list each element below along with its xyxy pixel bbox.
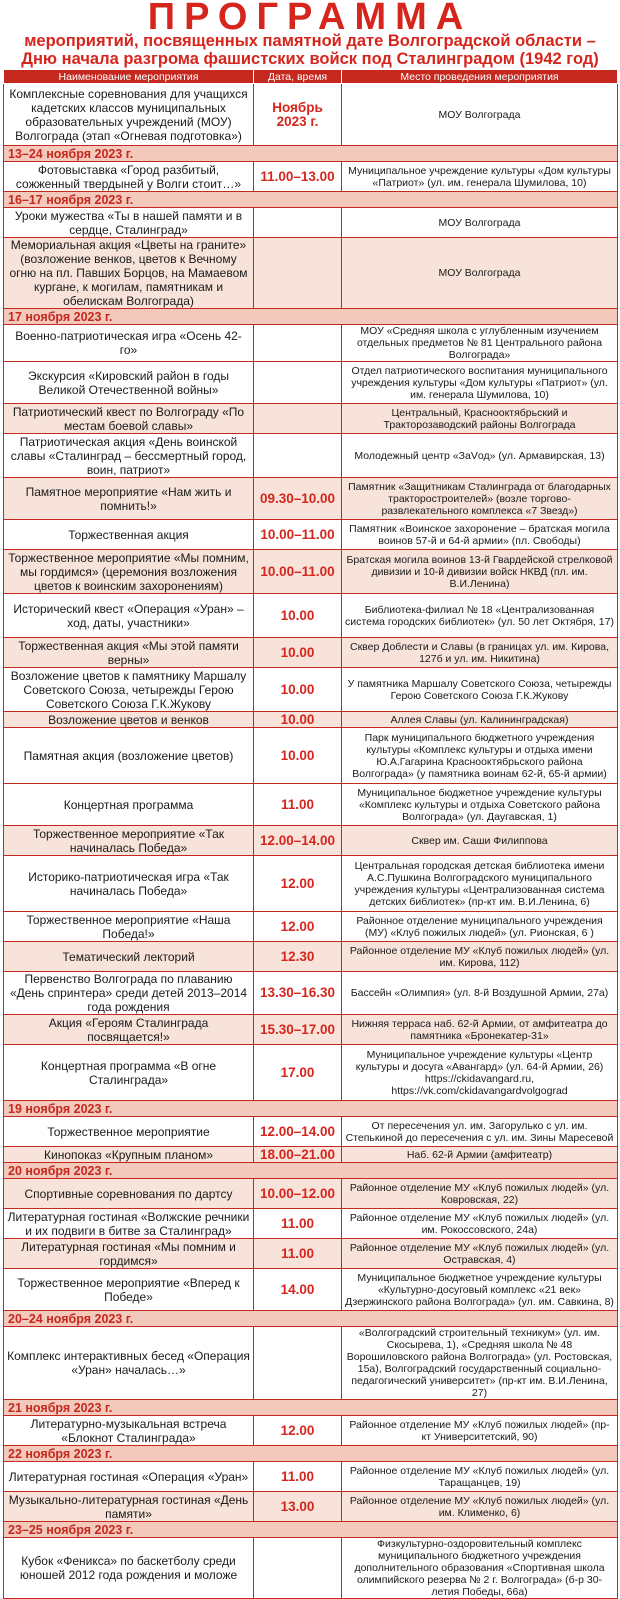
table-row: [4, 162, 618, 192]
event-name-cell: Исторический квест «Операция «Уран» – ход, даты, участники»: [4, 594, 254, 638]
event-time-cell: 12.00–14.00: [254, 1117, 342, 1147]
event-place-cell: Нижняя терраса наб. 62-й Армии, от амфитеатра до памятника «Бронекатер-31»: [342, 1015, 618, 1045]
event-place-cell: Сквер им. Саши Филиппова: [342, 826, 618, 856]
event-time-cell: 11.00: [254, 1209, 342, 1239]
event-place-cell: Районное отделение МУ «Клуб пожилых людей» (ул. им. Кирова, 112): [342, 942, 618, 972]
date-section-row: [4, 1446, 618, 1462]
event-time-cell: 11.00: [254, 1239, 342, 1269]
table-row: [4, 1117, 618, 1147]
event-place-cell: Физкультурно-оздоровительный комплекс муниципального бюджетного учреждения дополнительного образования «Спортивная школа олимпийского резерва № 2 г. Волгограда» (б-р 30-летия Победы, 66а): [342, 1538, 618, 1599]
event-place-cell: МОУ Волгограда: [342, 84, 618, 146]
table-row: [4, 208, 618, 238]
event-time-cell: [254, 362, 342, 404]
event-time-cell: Ноябрь 2023 г.: [254, 84, 342, 146]
event-place-cell: МОУ Волгограда: [342, 238, 618, 309]
event-name-cell: Музыкально-литературная гостиная «День памяти»: [4, 1492, 254, 1522]
event-time-cell: [254, 325, 342, 362]
event-name-cell: Концертная программа «В огне Сталинграда»: [4, 1045, 254, 1101]
table-row: [4, 478, 618, 520]
date-section-label: 17 ноября 2023 г.: [4, 309, 618, 325]
date-section-row: [4, 146, 618, 162]
table-row: [4, 1239, 618, 1269]
date-section-label: 20–24 ноября 2023 г.: [4, 1311, 618, 1327]
table-row: [4, 826, 618, 856]
event-time-cell: 12.00–14.00: [254, 826, 342, 856]
table-row: [4, 238, 618, 309]
event-name-cell: Военно-патриотическая игра «Осень 42-го»: [4, 325, 254, 362]
event-place-cell: Библиотека-филиал № 18 «Централизованная система городских библиотек» (ул. 50 лет Октября, 17): [342, 594, 618, 638]
event-place-cell: Центральная городская детская библиотека имени А.С.Пушкина Волгоградского муниципального учреждения культуры «Централизованная система детских библиотек» (пр-кт им. В.И.Ленина, 6): [342, 856, 618, 912]
date-section-row: [4, 1522, 618, 1538]
date-section-row: [4, 1163, 618, 1179]
event-place-cell: Муниципальное учреждение культуры «Дом культуры «Патриот» (ул. им. генерала Шумилова, 10): [342, 162, 618, 192]
event-name-cell: Спортивные соревнования по дартсу: [4, 1179, 254, 1209]
event-name-cell: Экскурсия «Кировский район в годы Великой Отечественной войны»: [4, 362, 254, 404]
table-row: [4, 594, 618, 638]
event-name-cell: Комплекс интерактивных бесед «Операция «Уран» началась…»: [4, 1327, 254, 1400]
event-time-cell: 10.00: [254, 712, 342, 728]
event-name-cell: Историко-патриотическая игра «Так начиналась Победа»: [4, 856, 254, 912]
table-row: [4, 404, 618, 434]
date-section-row: [4, 192, 618, 208]
event-place-cell: МОУ «Средняя школа с углубленным изучением отдельных предметов № 81 Центрального района Волгограда»: [342, 325, 618, 362]
table-row: [4, 1179, 618, 1209]
event-time-cell: 12.00: [254, 856, 342, 912]
event-time-cell: 10.00: [254, 594, 342, 638]
event-place-cell: Аллея Славы (ул. Калининградская): [342, 712, 618, 728]
event-time-cell: [254, 434, 342, 478]
event-place-cell: Отдел патриотического воспитания муниципального учреждения культуры «Дом культуры «Патриот» (ул. им. генерала Шумилова, 10): [342, 362, 618, 404]
event-name-cell: Возложение цветов и венков: [4, 712, 254, 728]
event-time-cell: 12.30: [254, 942, 342, 972]
event-name-cell: Торжественное мероприятие «Наша Победа!»: [4, 912, 254, 942]
subtitle-line-1: мероприятий, посвященных памятной дате Волгоградской области –: [24, 32, 596, 50]
event-place-cell: МОУ Волгограда: [342, 208, 618, 238]
table-row: [4, 1209, 618, 1239]
date-section-label: 20 ноября 2023 г.: [4, 1163, 618, 1179]
event-place-cell: Братская могила воинов 13-й Гвардейской стрелковой дивизии и 10-й дивизии войск НКВД (пл. им. В.И.Ленина): [342, 550, 618, 594]
event-time-cell: [254, 238, 342, 309]
table-row: [4, 1538, 618, 1599]
date-section-label: 23–25 ноября 2023 г.: [4, 1522, 618, 1538]
table-body: [4, 84, 618, 1599]
date-section-row: [4, 1400, 618, 1416]
event-place-cell: «Волгоградский строительный техникум» (ул. им. Скосырева, 1), «Средняя школа № 48 Ворошиловского района Волгограда» (ул. Ростовская, 15а), Волгоградский государственный социально-педагогический университет» (пр-кт им. В.И.Ленина, 27): [342, 1327, 618, 1400]
event-place-cell: Районное отделение муниципального учреждения (МУ) «Клуб пожилых людей» (ул. Рионская, 6 ): [342, 912, 618, 942]
table-row: [4, 942, 618, 972]
event-name-cell: Литературная гостиная «Операция «Уран»: [4, 1462, 254, 1492]
event-name-cell: Кинопоказ «Крупным планом»: [4, 1147, 254, 1163]
event-place-cell: Муниципальное бюджетное учреждение культуры «Культурно-досуговый комплекс «21 век» Дзержинского района Волгограда» (ул. им. Савкина, 8): [342, 1269, 618, 1311]
event-time-cell: [254, 208, 342, 238]
table-row: [4, 84, 618, 146]
event-time-cell: [254, 404, 342, 434]
table-row: [4, 784, 618, 826]
date-section-row: [4, 1101, 618, 1117]
event-place-cell: Центральный, Краснооктябрьский и Тракторозаводский районы Волгограда: [342, 404, 618, 434]
date-section-label: 22 ноября 2023 г.: [4, 1446, 618, 1462]
table-row: [4, 668, 618, 712]
date-section-label: 21 ноября 2023 г.: [4, 1400, 618, 1416]
table-header-row: [4, 70, 618, 84]
event-place-cell: Районное отделение МУ «Клуб пожилых людей» (ул. Таращанцев, 19): [342, 1462, 618, 1492]
event-place-cell: Районное отделение МУ «Клуб пожилых людей» (ул. им. Рокоссовского, 24а): [342, 1209, 618, 1239]
event-time-cell: 10.00: [254, 668, 342, 712]
event-time-cell: 11.00: [254, 784, 342, 826]
event-place-cell: Молодежный центр «ЗаVод» (ул. Армавирская, 13): [342, 434, 618, 478]
event-name-cell: Торжественное мероприятие: [4, 1117, 254, 1147]
subtitle-line-2: Дню начала разгрома фашистских войск под Сталинградом (1942 год): [21, 50, 599, 68]
column-header-name: Наименование мероприятия: [4, 70, 254, 84]
event-place-cell: Наб. 62-й Армии (амфитеатр): [342, 1147, 618, 1163]
event-place-cell: Памятник «Защитникам Сталинграда от благодарных тракторостроителей» (возле торгово-развлекательного комплекса «7 Звезд»): [342, 478, 618, 520]
event-name-cell: Фотовыставка «Город разбитый, сожженный твердыней у Волги стоит…»: [4, 162, 254, 192]
event-place-cell: Сквер Доблести и Славы (в границах ул. им. Кирова, 127б и ул. им. Никитина): [342, 638, 618, 668]
event-name-cell: Торжественное мероприятие «Вперед к Победе»: [4, 1269, 254, 1311]
date-section-row: [4, 1311, 618, 1327]
event-name-cell: Комплексные соревнования для учащихся кадетских классов муниципальных образовательных учреждений (МОУ) Волгограда (этап «Огневая подготовка»): [4, 84, 254, 146]
table-row: [4, 1045, 618, 1101]
page-title: ПРОГРАММА: [147, 0, 473, 38]
table-row: [4, 1492, 618, 1522]
table-row: [4, 972, 618, 1015]
table-row: [4, 1327, 618, 1400]
event-time-cell: 13.30–16.30: [254, 972, 342, 1015]
event-name-cell: Патриотическая акция «День воинской славы «Сталинград – бессмертный город, воин, патриот»: [4, 434, 254, 478]
event-time-cell: 10.00: [254, 638, 342, 668]
event-time-cell: 11.00–13.00: [254, 162, 342, 192]
column-header-time: Дата, время: [254, 70, 342, 84]
event-name-cell: Первенство Волгограда по плаванию «День спринтера» среди детей 2013–2014 года рождения: [4, 972, 254, 1015]
event-name-cell: Кубок «Феникса» по баскетболу среди юношей 2012 года рождения и моложе: [4, 1538, 254, 1599]
event-place-cell: Муниципальное учреждение культуры «Центр культуры и досуга «Авангард» (ул. 64-й Армии, 26) https://ckidavangard.ru, https://vk.com/ckidavangardvolgograd: [342, 1045, 618, 1101]
event-name-cell: Торжественная акция «Мы этой памяти верны»: [4, 638, 254, 668]
event-place-cell: Районное отделение МУ «Клуб пожилых людей» (ул. Остравская, 4): [342, 1239, 618, 1269]
table-row: [4, 712, 618, 728]
event-time-cell: 10.00–11.00: [254, 550, 342, 594]
table-row: [4, 434, 618, 478]
table-row: [4, 912, 618, 942]
event-place-cell: Районное отделение МУ «Клуб пожилых людей» (ул. Ковровская, 22): [342, 1179, 618, 1209]
event-time-cell: 10.00–11.00: [254, 520, 342, 550]
date-section-label: 16–17 ноября 2023 г.: [4, 192, 618, 208]
event-name-cell: Литературная гостиная «Волжские речники и их подвиги в битве за Сталинград»: [4, 1209, 254, 1239]
column-header-place: Место проведения мероприятия: [342, 70, 618, 84]
event-name-cell: Торжественное мероприятие «Мы помним, мы гордимся» (церемония возложения цветов к воинским захоронениям): [4, 550, 254, 594]
event-name-cell: Возложение цветов к памятнику Маршалу Советского Союза, четырежды Герою Советского Союза Г.К.Жукову: [4, 668, 254, 712]
event-time-cell: 12.00: [254, 1416, 342, 1446]
event-name-cell: Тематический лекторий: [4, 942, 254, 972]
table-row: [4, 1269, 618, 1311]
date-section-label: 13–24 ноября 2023 г.: [4, 146, 618, 162]
event-name-cell: Памятное мероприятие «Нам жить и помнить!»: [4, 478, 254, 520]
event-time-cell: 12.00: [254, 912, 342, 942]
event-name-cell: Литературная гостиная «Мы помним и гордимся»: [4, 1239, 254, 1269]
table-row: [4, 1147, 618, 1163]
event-place-cell: Районное отделение МУ «Клуб пожилых людей» (ул. им. Клименко, 6): [342, 1492, 618, 1522]
table-row: [4, 638, 618, 668]
table-row: [4, 1462, 618, 1492]
table-row: [4, 856, 618, 912]
event-time-cell: 18.00–21.00: [254, 1147, 342, 1163]
program-table: [3, 69, 618, 1599]
table-row: [4, 520, 618, 550]
table-row: [4, 325, 618, 362]
event-name-cell: Памятная акция (возложение цветов): [4, 728, 254, 784]
event-name-cell: Торжественная акция: [4, 520, 254, 550]
event-time-cell: 17.00: [254, 1045, 342, 1101]
event-name-cell: Уроки мужества «Ты в нашей памяти и в сердце, Сталинград»: [4, 208, 254, 238]
event-name-cell: Торжественное мероприятие «Так начиналась Победа»: [4, 826, 254, 856]
event-name-cell: Патриотический квест по Волгограду «По местам боевой славы»: [4, 404, 254, 434]
event-place-cell: Муниципальное бюджетное учреждение культуры «Комплекс культуры и отдыха Советского района Волгограда» (ул. Даугавская, 1): [342, 784, 618, 826]
event-place-cell: Районное отделение МУ «Клуб пожилых людей» (пр-кт Университетский, 90): [342, 1416, 618, 1446]
event-name-cell: Литературно-музыкальная встреча «Блокнот Сталинграда»: [4, 1416, 254, 1446]
event-time-cell: 14.00: [254, 1269, 342, 1311]
event-time-cell: 09.30–10.00: [254, 478, 342, 520]
event-time-cell: 11.00: [254, 1462, 342, 1492]
event-place-cell: Памятник «Воинское захоронение – братская могила воинов 57-й и 64-й армии» (пл. Свободы): [342, 520, 618, 550]
event-time-cell: 10.00: [254, 728, 342, 784]
event-place-cell: Парк муниципального бюджетного учреждения культуры «Комплекс культуры и отдыха имени Ю.А.Гагарина Краснооктябрьского района Волгограда» (у памятника воинам 62-й, 65-й армии): [342, 728, 618, 784]
event-place-cell: У памятника Маршалу Советского Союза, четырежды Герою Советского Союза Г.К.Жукову: [342, 668, 618, 712]
date-section-label: 19 ноября 2023 г.: [4, 1101, 618, 1117]
event-name-cell: Концертная программа: [4, 784, 254, 826]
table-row: [4, 1416, 618, 1446]
table-row: [4, 1015, 618, 1045]
event-name-cell: Акция «Героям Сталинграда посвящается!»: [4, 1015, 254, 1045]
document-header: [0, 0, 620, 68]
event-time-cell: 13.00: [254, 1492, 342, 1522]
event-time-cell: [254, 1327, 342, 1400]
date-section-row: [4, 309, 618, 325]
table-row: [4, 362, 618, 404]
table-row: [4, 550, 618, 594]
event-time-cell: 10.00–12.00: [254, 1179, 342, 1209]
event-name-cell: Мемориальная акция «Цветы на граните» (возложение венков, цветов к Вечному огню на пл. Павших Борцов, на Мамаевом кургане, к могилам, памятникам и обелискам Волгограда): [4, 238, 254, 309]
event-place-cell: Бассейн «Олимпия» (ул. 8-й Воздушной Армии, 27а): [342, 972, 618, 1015]
table-row: [4, 728, 618, 784]
event-time-cell: 15.30–17.00: [254, 1015, 342, 1045]
event-place-cell: От пересечения ул. им. Загорулько с ул. им. Степькиной до пересечения с ул. им. Зины Маресевой: [342, 1117, 618, 1147]
event-time-cell: [254, 1538, 342, 1599]
